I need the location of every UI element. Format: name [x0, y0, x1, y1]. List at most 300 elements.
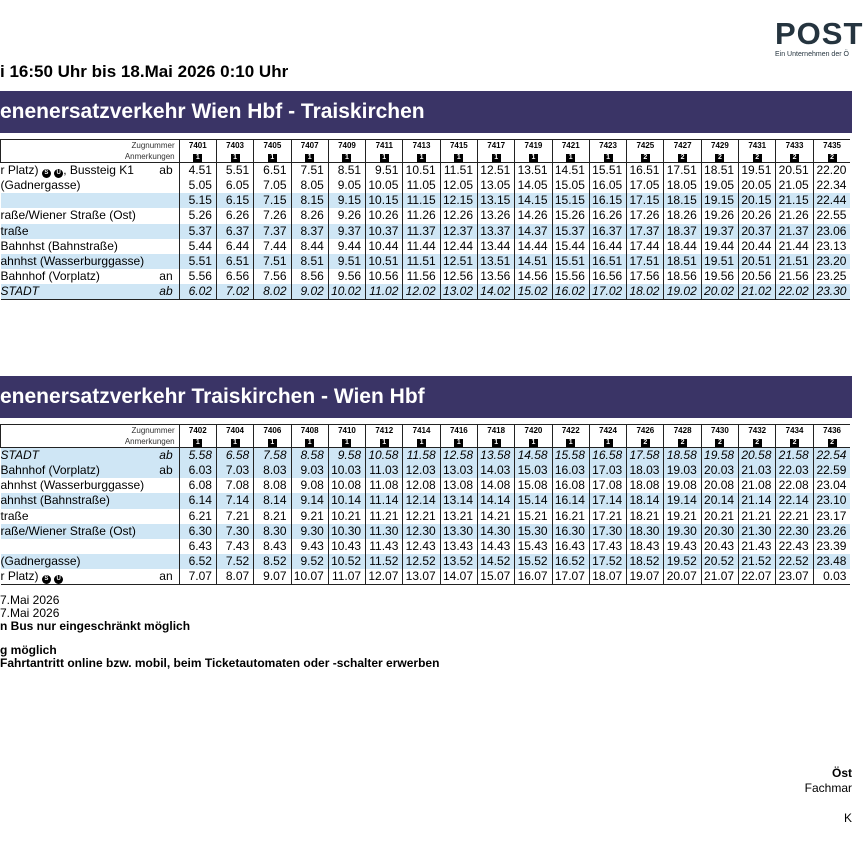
departure-time: 18.15: [664, 193, 701, 208]
departure-time: 4.51: [179, 163, 216, 179]
arrival-departure-marker: [144, 208, 179, 223]
departure-time: 9.05: [328, 178, 365, 193]
departure-time: 20.52: [701, 554, 738, 569]
departure-time: 11.52: [366, 554, 403, 569]
notes-row: [1, 151, 851, 163]
departure-time: 10.14: [328, 493, 365, 508]
departure-time: 22.07: [739, 569, 776, 585]
departure-time: 20.44: [739, 239, 776, 254]
sbahn-icon: S: [42, 169, 51, 178]
note-cell: [813, 151, 850, 163]
departure-time: 7.26: [254, 208, 291, 223]
departure-time: 7.37: [254, 224, 291, 239]
departure-time: 10.44: [366, 239, 403, 254]
departure-time: 9.44: [328, 239, 365, 254]
departure-time: 20.37: [739, 224, 776, 239]
train-number: 7421: [552, 140, 589, 152]
departure-time: 14.58: [515, 448, 552, 464]
departure-time: 13.52: [440, 554, 477, 569]
departure-time: 15.08: [515, 478, 552, 493]
departure-time: 21.43: [739, 539, 776, 554]
departure-time: 14.44: [515, 239, 552, 254]
departure-time: 7.15: [254, 193, 291, 208]
note-badge: 2: [678, 154, 687, 162]
departure-time: 13.15: [478, 193, 515, 208]
departure-time: 8.07: [216, 569, 253, 585]
train-number: 7401: [179, 140, 216, 152]
train-number: 7418: [478, 425, 515, 437]
stop-name-text: ahnhst (Bahnstraße): [0, 493, 110, 508]
train-number: 7411: [366, 140, 403, 152]
departure-time: 13.05: [478, 178, 515, 193]
departure-time: 10.37: [366, 224, 403, 239]
departure-time: 6.56: [216, 269, 253, 284]
departure-time: 5.37: [179, 224, 216, 239]
note-badge: 2: [715, 154, 724, 162]
departure-time: 11.03: [366, 463, 403, 478]
departure-time: 12.05: [440, 178, 477, 193]
departure-time: 11.02: [366, 284, 403, 300]
departure-time: 18.37: [664, 224, 701, 239]
train-number: 7406: [254, 425, 291, 437]
departure-time: 17.26: [627, 208, 664, 223]
departure-time: 22.08: [776, 478, 813, 493]
departure-time: 22.21: [776, 509, 813, 524]
departure-time: 11.56: [403, 269, 440, 284]
departure-time: 11.51: [440, 163, 477, 179]
departure-time: 14.37: [515, 224, 552, 239]
departure-time: 6.37: [216, 224, 253, 239]
departure-time: 21.26: [776, 208, 813, 223]
departure-time: 12.26: [440, 208, 477, 223]
train-number: 7434: [776, 425, 813, 437]
note-cell: [589, 436, 626, 448]
departure-time: 10.05: [366, 178, 403, 193]
departure-time: 17.44: [627, 239, 664, 254]
departure-time: 12.03: [403, 463, 440, 478]
train-number-row: [1, 425, 851, 437]
train-number: 7417: [478, 140, 515, 152]
departure-time: 8.30: [254, 524, 291, 539]
departure-time: 14.56: [515, 269, 552, 284]
departure-time: 15.07: [478, 569, 515, 585]
departure-time: 6.14: [179, 493, 216, 508]
note-badge: 1: [305, 154, 314, 162]
departure-time: 19.21: [664, 509, 701, 524]
departure-time: 13.26: [478, 208, 515, 223]
departure-time: 17.56: [627, 269, 664, 284]
stop-name-text: traße: [0, 508, 29, 523]
departure-time: 16.08: [552, 478, 589, 493]
note-cell: [216, 151, 253, 163]
departure-time: 5.05: [179, 178, 216, 193]
note-badge: 1: [492, 154, 501, 162]
departure-time: 20.15: [739, 193, 776, 208]
departure-time: 10.58: [366, 448, 403, 464]
departure-time: 17.51: [664, 163, 701, 179]
departure-time: 6.15: [216, 193, 253, 208]
validity-period: i 16:50 Uhr bis 18.Mai 2026 0:10 Uhr: [0, 62, 289, 81]
section-title-text: enenersatzverkehr Traiskirchen - Wien Hbf: [0, 385, 425, 408]
arrival-departure-marker: [144, 524, 179, 539]
departure-time: 6.43: [179, 539, 216, 554]
departure-time: 16.56: [589, 269, 626, 284]
departure-time: 17.07: [552, 569, 589, 585]
departure-time: 22.55: [813, 208, 850, 223]
departure-time: 9.26: [328, 208, 365, 223]
arrival-departure-marker: [144, 509, 179, 524]
departure-time: 18.56: [664, 269, 701, 284]
stop-name: [1, 463, 145, 478]
departure-time: 6.51: [254, 163, 291, 179]
departure-time: 22.44: [813, 193, 850, 208]
departure-time: 8.14: [254, 493, 291, 508]
departure-time: 19.56: [701, 269, 738, 284]
departure-time: 18.05: [664, 178, 701, 193]
departure-time: 13.03: [440, 463, 477, 478]
departure-time: 6.03: [179, 463, 216, 478]
train-number: 7405: [254, 140, 291, 152]
departure-time: 19.26: [701, 208, 738, 223]
departure-time: 13.30: [440, 524, 477, 539]
departure-time: 21.05: [776, 178, 813, 193]
departure-time: 16.07: [515, 569, 552, 585]
departure-time: 15.37: [552, 224, 589, 239]
departure-time: 22.03: [776, 463, 813, 478]
note-badge: 1: [305, 439, 314, 447]
logo-subtitle: Ein Unternehmen der Ö: [775, 51, 849, 58]
departure-time: 10.21: [328, 509, 365, 524]
stop-name-text: ahnhst (Wasserburggasse): [0, 254, 145, 269]
departure-time: 22.52: [776, 554, 813, 569]
sbahn-icon: S: [42, 575, 51, 584]
departure-time: 8.43: [254, 539, 291, 554]
departure-time: 15.30: [515, 524, 552, 539]
departure-time: 20.51: [776, 163, 813, 179]
departure-time: 21.07: [701, 569, 738, 585]
departure-time: 15.56: [552, 269, 589, 284]
departure-time: 17.14: [589, 493, 626, 508]
departure-time: 19.51: [739, 163, 776, 179]
stop-name: [1, 208, 145, 223]
note-cell: [478, 151, 515, 163]
departure-time: 10.30: [328, 524, 365, 539]
arrival-departure-marker: [144, 478, 179, 493]
departure-time: 10.02: [328, 284, 365, 300]
departure-time: 17.03: [589, 463, 626, 478]
departure-time: 14.03: [478, 463, 515, 478]
departure-time: 13.37: [478, 224, 515, 239]
departure-time: 18.07: [589, 569, 626, 585]
note-cell: [478, 436, 515, 448]
departure-time: 7.30: [216, 524, 253, 539]
note-badge: 1: [566, 154, 575, 162]
departure-time: 22.34: [813, 178, 850, 193]
departure-time: 21.30: [739, 524, 776, 539]
train-number: 7433: [776, 140, 813, 152]
departure-time: 12.43: [403, 539, 440, 554]
departure-time: 15.44: [552, 239, 589, 254]
departure-time: 17.15: [627, 193, 664, 208]
departure-time: 16.58: [589, 448, 626, 464]
departure-time: 10.07: [291, 569, 328, 585]
train-number: 7413: [403, 140, 440, 152]
note-cell: [254, 151, 291, 163]
arrival-departure-marker: ab: [144, 463, 179, 478]
note-cell: [440, 151, 477, 163]
note-badge: 1: [604, 154, 613, 162]
train-number: 7429: [701, 140, 738, 152]
departure-time: 22.20: [813, 163, 850, 179]
arrival-departure-marker: ab: [144, 284, 179, 300]
departure-time: 11.43: [366, 539, 403, 554]
note-badge: 2: [828, 439, 837, 447]
departure-time: 18.44: [664, 239, 701, 254]
train-number-label: Zugnummer: [1, 425, 180, 437]
departure-time: 18.30: [627, 524, 664, 539]
section-title-return: [0, 376, 852, 418]
departure-time: 21.56: [776, 269, 813, 284]
departure-time: 16.37: [589, 224, 626, 239]
note-badge: 2: [790, 154, 799, 162]
departure-time: 16.43: [552, 539, 589, 554]
departure-time: 7.58: [254, 448, 291, 464]
departure-time: 7.14: [216, 493, 253, 508]
note-badge: 1: [417, 154, 426, 162]
departure-time: 9.02: [291, 284, 328, 300]
departure-time: 9.58: [328, 448, 365, 464]
stop-name: [1, 478, 145, 493]
departure-time: 23.39: [813, 539, 850, 554]
departure-time: 20.08: [701, 478, 738, 493]
note-cell: [552, 151, 589, 163]
stop-name-text: raße/Wiener Straße (Ost): [0, 523, 136, 538]
departure-time: 13.02: [440, 284, 477, 300]
stop-name: [1, 239, 145, 254]
note-badge: 2: [641, 154, 650, 162]
departure-time: 22.30: [776, 524, 813, 539]
stop-name: [1, 448, 145, 464]
note-cell: [254, 436, 291, 448]
train-number: 7430: [701, 425, 738, 437]
stop-row: [1, 224, 851, 239]
arrival-departure-marker: [144, 178, 179, 193]
departure-time: 17.52: [589, 554, 626, 569]
note-badge: 1: [231, 439, 240, 447]
departure-time: 10.51: [366, 254, 403, 269]
departure-time: 17.58: [627, 448, 664, 464]
departure-time: 8.52: [254, 554, 291, 569]
departure-time: 13.14: [440, 493, 477, 508]
footnote-line: g möglich: [0, 643, 57, 658]
departure-time: 19.15: [701, 193, 738, 208]
note-cell: [589, 151, 626, 163]
departure-time: 14.14: [478, 493, 515, 508]
departure-time: 10.26: [366, 208, 403, 223]
departure-time: 10.52: [328, 554, 365, 569]
arrival-departure-marker: [144, 539, 179, 554]
departure-time: 17.30: [589, 524, 626, 539]
departure-time: 22.54: [813, 448, 850, 464]
departure-time: 8.03: [254, 463, 291, 478]
notes-row: [1, 436, 851, 448]
note-badge: 1: [380, 154, 389, 162]
departure-time: 12.15: [440, 193, 477, 208]
departure-time: 16.03: [552, 463, 589, 478]
note-cell: [291, 436, 328, 448]
note-badge: 1: [268, 154, 277, 162]
departure-time: 11.44: [403, 239, 440, 254]
stop-row: [1, 254, 851, 269]
note-badge: 1: [492, 439, 501, 447]
note-cell: [216, 436, 253, 448]
departure-time: 9.07: [254, 569, 291, 585]
departure-time: 8.26: [291, 208, 328, 223]
stop-name-text: r Platz): [0, 163, 39, 177]
departure-time: 23.30: [813, 284, 850, 300]
departure-time: 7.02: [216, 284, 253, 300]
departure-time: 12.21: [403, 509, 440, 524]
arrival-departure-marker: ab: [144, 163, 179, 179]
stop-name: [1, 193, 145, 208]
stop-row: [1, 269, 851, 284]
train-number: 7427: [664, 140, 701, 152]
train-number: 7416: [440, 425, 477, 437]
train-number: 7419: [515, 140, 552, 152]
departure-time: 21.14: [739, 493, 776, 508]
departure-time: 17.02: [589, 284, 626, 300]
stop-name: [1, 284, 145, 300]
arrival-departure-marker: [144, 193, 179, 208]
note-badge: 1: [342, 154, 351, 162]
stop-name-text: raße/Wiener Straße (Ost): [0, 208, 136, 223]
departure-time: 14.26: [515, 208, 552, 223]
departure-time: 16.51: [589, 254, 626, 269]
departure-time: 21.58: [776, 448, 813, 464]
departure-time: 15.58: [552, 448, 589, 464]
departure-time: 19.52: [664, 554, 701, 569]
departure-time: 10.08: [328, 478, 365, 493]
departure-time: 10.51: [403, 163, 440, 179]
notes-label: Anmerkungen: [1, 436, 180, 448]
stop-name: [1, 493, 145, 508]
stop-row: [1, 208, 851, 223]
departure-time: 8.02: [254, 284, 291, 300]
logo-wordmark: POST: [775, 16, 863, 51]
departure-time: 23.25: [813, 269, 850, 284]
departure-time: 12.30: [403, 524, 440, 539]
departure-time: 8.51: [291, 254, 328, 269]
train-number: 7423: [589, 140, 626, 152]
departure-time: 7.21: [216, 509, 253, 524]
departure-time: 11.26: [403, 208, 440, 223]
departure-time: 18.51: [664, 254, 701, 269]
note-badge: 1: [231, 154, 240, 162]
train-number: 7432: [739, 425, 776, 437]
departure-time: 12.08: [403, 478, 440, 493]
departure-time: 21.15: [776, 193, 813, 208]
departure-time: 6.21: [179, 509, 216, 524]
arrival-departure-marker: an: [159, 269, 173, 284]
departure-time: 9.03: [291, 463, 328, 478]
footnote-line: Fahrtantritt online bzw. mobil, beim Ticketautomaten oder -schalter erwerben: [0, 656, 440, 671]
stop-name: [1, 554, 145, 569]
departure-time: 8.08: [254, 478, 291, 493]
departure-time: 12.02: [403, 284, 440, 300]
note-cell: [515, 436, 552, 448]
departure-time: 9.15: [328, 193, 365, 208]
departure-time: 5.51: [216, 163, 253, 179]
note-badge: 1: [566, 439, 575, 447]
note-badge: 1: [342, 439, 351, 447]
stop-row: [1, 163, 851, 179]
departure-time: 23.13: [813, 239, 850, 254]
note-badge: 2: [753, 439, 762, 447]
departure-time: 20.26: [739, 208, 776, 223]
departure-time: 19.08: [664, 478, 701, 493]
departure-time: 17.08: [589, 478, 626, 493]
stop-row: [1, 478, 851, 493]
footer-company: Öst: [831, 766, 852, 780]
departure-time: 19.51: [701, 254, 738, 269]
note-badge: 2: [753, 154, 762, 162]
departure-time: 12.52: [403, 554, 440, 569]
departure-time: 16.21: [552, 509, 589, 524]
departure-time: 20.56: [739, 269, 776, 284]
departure-time: 18.43: [627, 539, 664, 554]
departure-time: 16.05: [589, 178, 626, 193]
note-cell: [440, 436, 477, 448]
stop-name: [1, 269, 145, 284]
departure-time: 19.30: [664, 524, 701, 539]
note-cell: [776, 436, 813, 448]
departure-time: 13.07: [403, 569, 440, 585]
departure-time: 7.52: [216, 554, 253, 569]
departure-time: 7.07: [179, 569, 216, 585]
train-number: 7436: [813, 425, 850, 437]
train-number: 7403: [216, 140, 253, 152]
departure-time: 19.44: [701, 239, 738, 254]
departure-time: 13.43: [440, 539, 477, 554]
departure-time: 6.05: [216, 178, 253, 193]
departure-time: 22.14: [776, 493, 813, 508]
departure-time: 19.37: [701, 224, 738, 239]
departure-time: 9.43: [291, 539, 328, 554]
stop-name: [1, 524, 145, 539]
train-number-label: Zugnummer: [1, 140, 180, 152]
stop-row: [1, 239, 851, 254]
ubahn-icon: U: [54, 169, 63, 178]
departure-time: 20.07: [664, 569, 701, 585]
train-number: 7435: [813, 140, 850, 152]
departure-time: 15.51: [552, 254, 589, 269]
departure-time: 23.48: [813, 554, 850, 569]
stop-name: [1, 224, 145, 239]
stop-name-text: (Gadnergasse): [0, 178, 81, 193]
departure-time: 14.21: [478, 509, 515, 524]
departure-time: 0.03: [813, 569, 850, 585]
departure-time: 21.03: [739, 463, 776, 478]
departure-time: 12.44: [440, 239, 477, 254]
departure-time: 9.30: [291, 524, 328, 539]
departure-time: 15.43: [515, 539, 552, 554]
departure-time: 15.02: [515, 284, 552, 300]
departure-time: 7.56: [254, 269, 291, 284]
note-cell: [179, 151, 216, 163]
note-badge: 1: [380, 439, 389, 447]
departure-time: 23.07: [776, 569, 813, 585]
note-badge: 1: [193, 439, 202, 447]
